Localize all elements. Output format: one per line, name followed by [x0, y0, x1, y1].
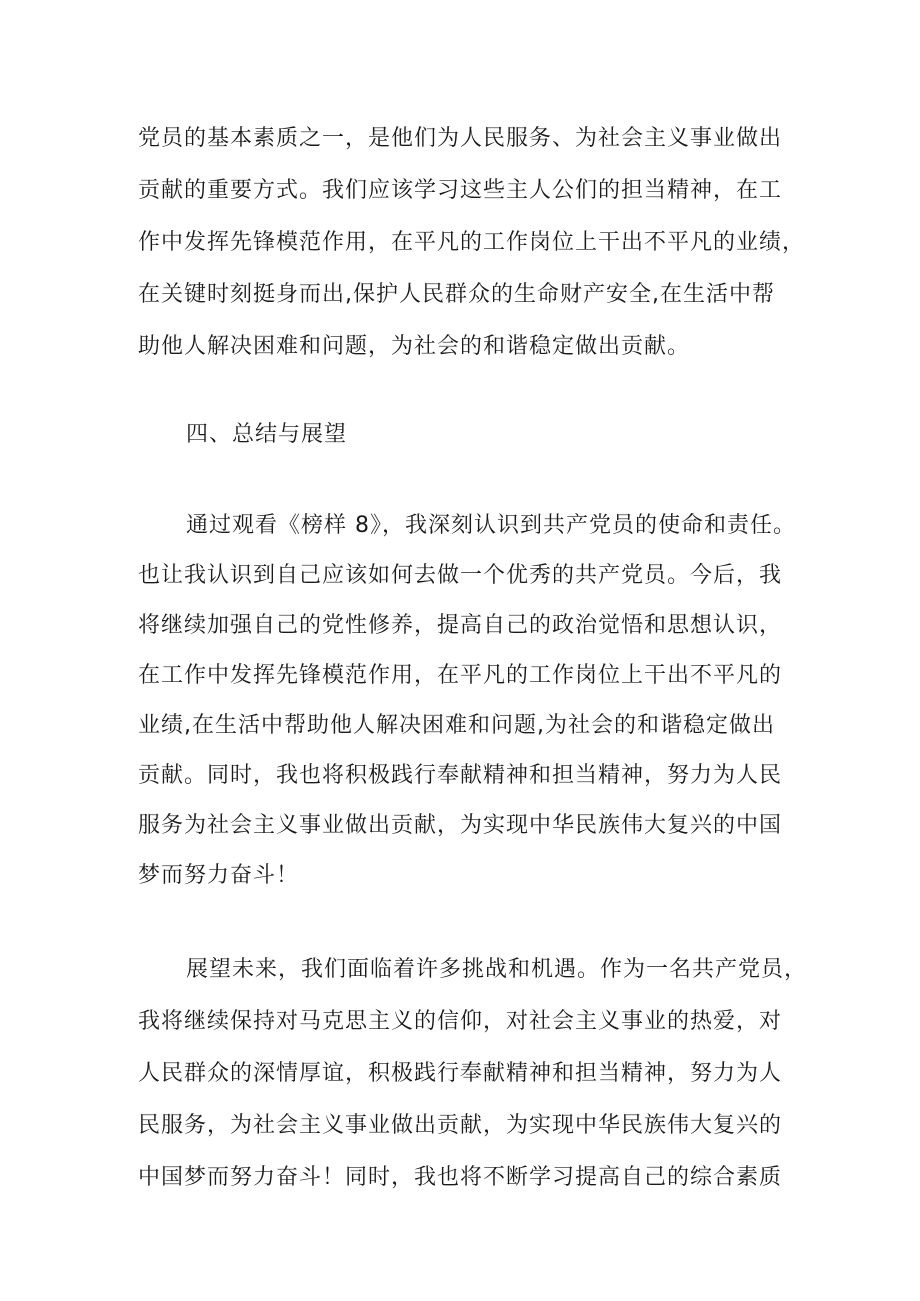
text-line: 我将继续保持对马克思主义的信仰，对社会主义事业的热爱，对 [138, 1009, 783, 1034]
text-line: 业绩,在生活中帮助他人解决困难和问题,为社会的和谐稳定做出 [138, 713, 775, 738]
text-line: 也让我认识到自己应该如何去做一个优秀的共产党员。今后，我 [138, 563, 783, 588]
text-line: 将继续加强自己的党性修养，提高自己的政治觉悟和思想认识， [138, 613, 783, 638]
text-line: 贡献。同时，我也将积极践行奉献精神和担当精神，努力为人民 [138, 763, 783, 788]
text-line: 在关键时刻挺身而出,保护人民群众的生命财产安全,在生活中帮 [138, 282, 775, 307]
text-line: 服务为社会主义事业做出贡献，为实现中华民族伟大复兴的中国 [138, 813, 783, 838]
text-line: 贡献的重要方式。我们应该学习这些主人公们的担当精神，在工 [138, 178, 783, 203]
text-line: 通过观看《榜样 8》，我深刻认识到共产党员的使命和责任。 [186, 513, 796, 538]
text-line: 助他人解决困难和问题，为社会的和谐稳定做出贡献。 [138, 334, 691, 359]
text-line: 作中发挥先锋模范作用，在平凡的工作岗位上干出不平凡的业绩， [138, 230, 806, 255]
text-line: 在工作中发挥先锋模范作用，在平凡的工作岗位上干出不平凡的 [138, 663, 783, 688]
text-line: 中国梦而努力奋斗！同时，我也将不断学习提高自己的综合素质 [138, 1165, 783, 1190]
text-line: 梦而努力奋斗！ [138, 863, 300, 888]
text-line: 民服务，为社会主义事业做出贡献，为实现中华民族伟大复兴的 [138, 1113, 783, 1138]
text-line: 党员的基本素质之一，是他们为人民服务、为社会主义事业做出 [138, 126, 783, 151]
text-line: 展望未来，我们面临着许多挑战和机遇。作为一名共产党员， [186, 957, 808, 982]
section-heading: 四、总结与展望 [186, 422, 348, 447]
text-line: 人民群众的深情厚谊，积极践行奉献精神和担当精神，努力为人 [138, 1061, 783, 1086]
